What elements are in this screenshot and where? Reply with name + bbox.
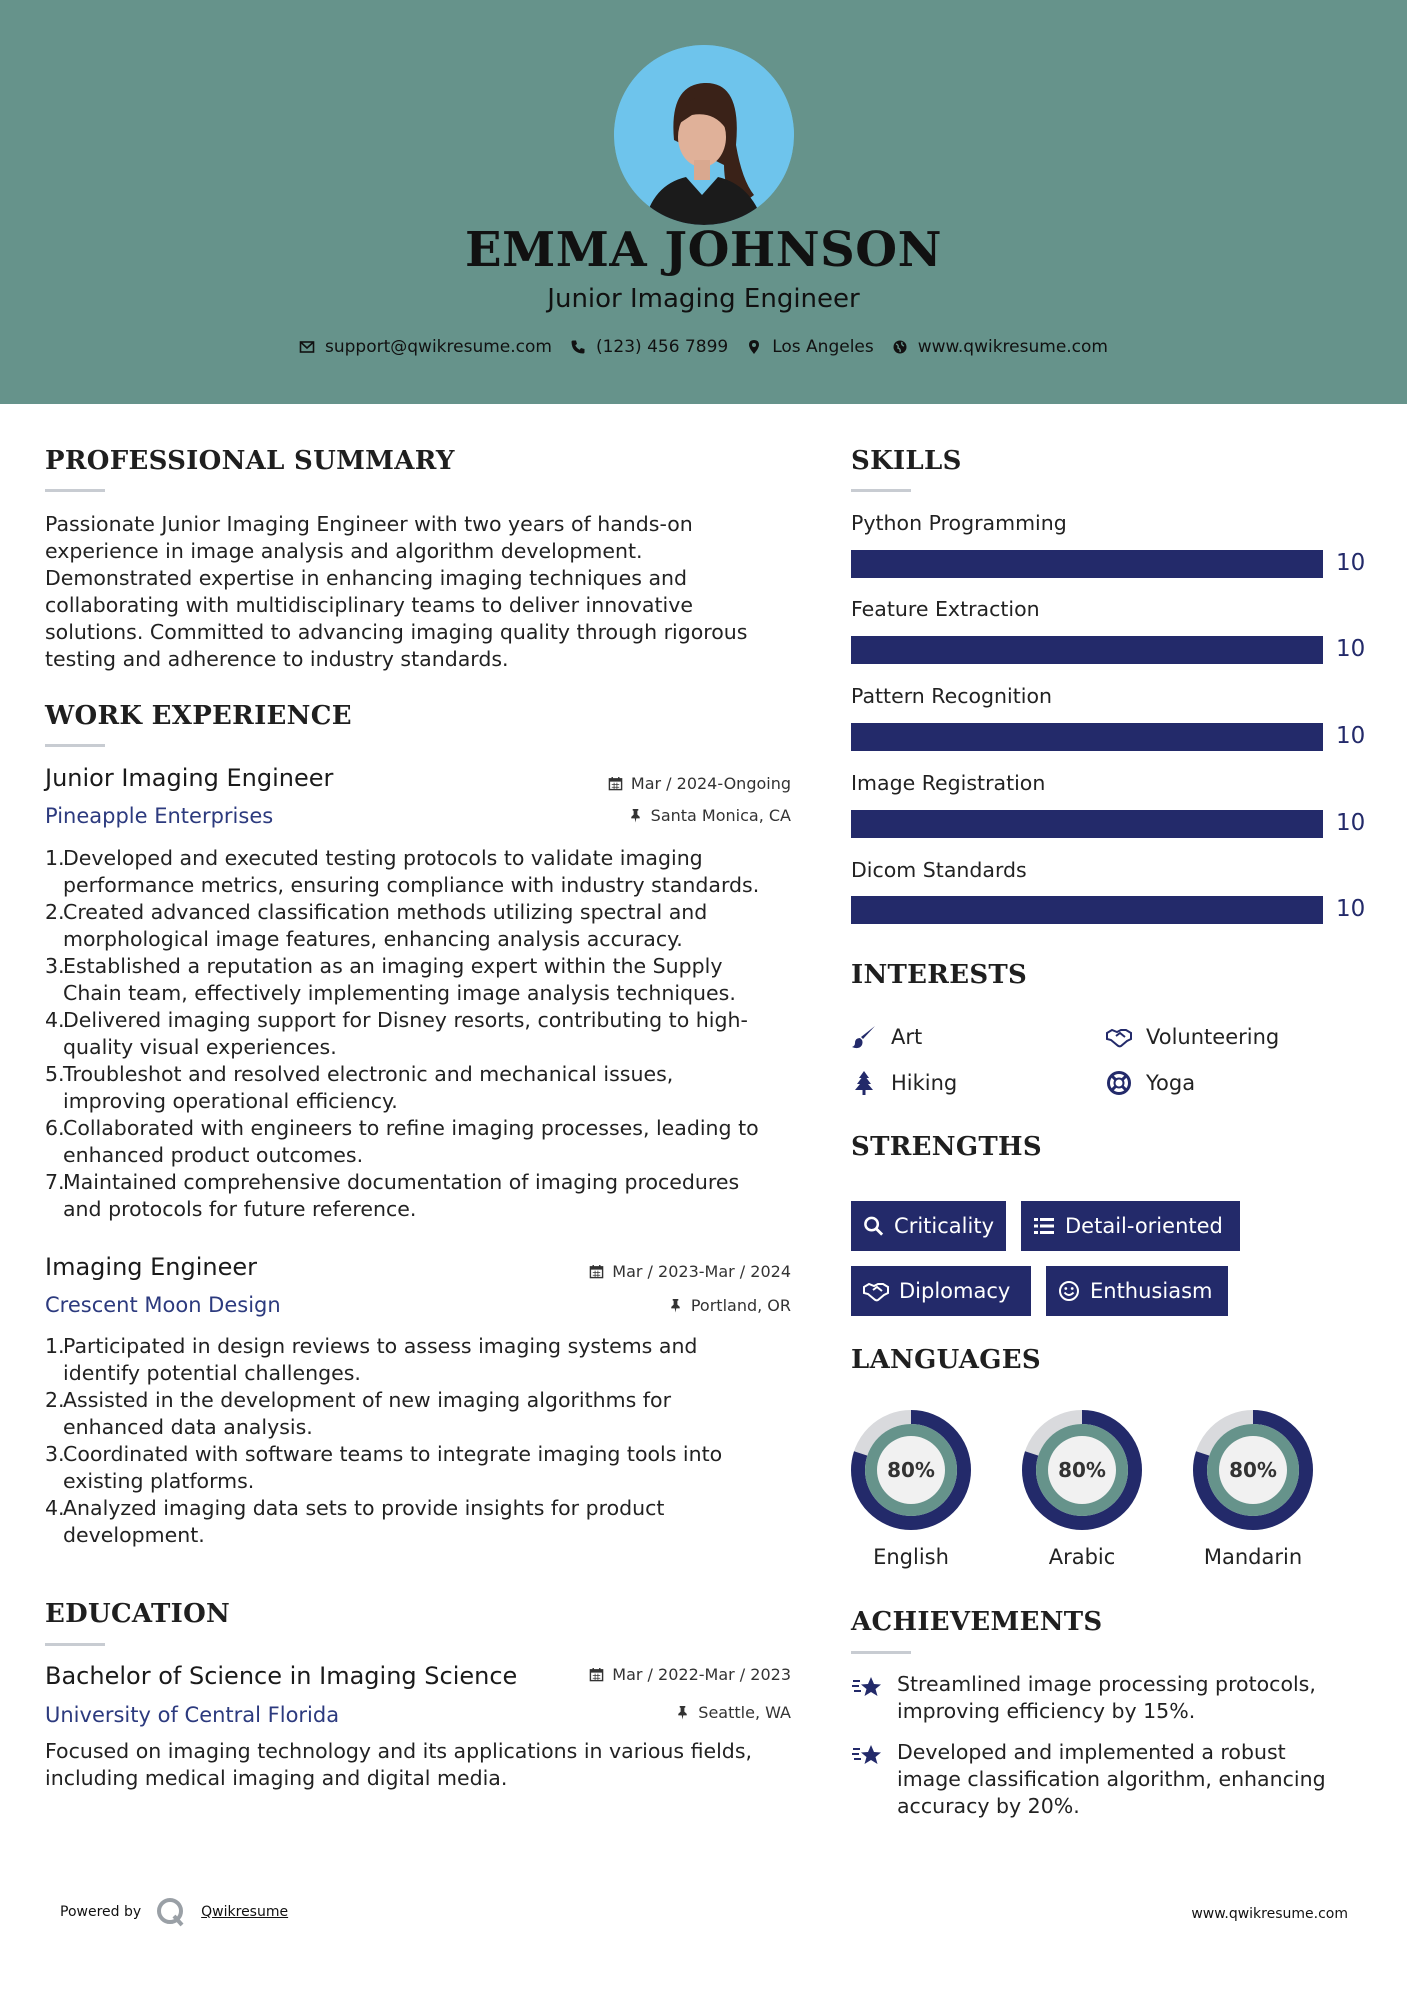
bullet-line: Delivered imaging support for Disney resorts, contributing to high- — [63, 1008, 748, 1032]
bullet-line: Assisted in the development of new imaging algorithms for — [63, 1388, 671, 1412]
contact-location — [746, 337, 874, 357]
bullet-line: Analyzed imaging data sets to provide insights for product — [63, 1496, 665, 1520]
bullet-line: morphological image features, enhancing analysis accuracy. — [63, 927, 683, 951]
skill-bar — [851, 550, 1323, 578]
skill-bar-fill — [851, 636, 1323, 664]
email-text: support@qwikresume.com — [325, 337, 552, 357]
skill-value: 10 — [1336, 896, 1366, 922]
skill-label: Pattern Recognition — [851, 684, 1052, 708]
achievements-heading: ACHIEVEMENTS — [851, 1607, 1103, 1637]
interest-item — [851, 1070, 957, 1096]
skill-value: 10 — [1336, 723, 1366, 749]
skill-bar — [851, 810, 1323, 838]
language-gauge — [1192, 1409, 1314, 1535]
skill-bar-fill — [851, 896, 1323, 924]
skill-label: Dicom Standards — [851, 858, 1027, 882]
pushpin-icon — [628, 808, 643, 823]
strength-label: Detail-oriented — [1065, 1214, 1223, 1238]
smile-icon — [1058, 1280, 1080, 1302]
language-label: Mandarin — [1203, 1545, 1303, 1569]
globe-icon — [892, 339, 908, 355]
interest-label: Volunteering — [1146, 1025, 1280, 1049]
powered-by-text: Powered by — [60, 1904, 142, 1920]
company-name: Crescent Moon Design — [45, 1293, 281, 1317]
calendar-icon — [589, 1264, 604, 1279]
person-silhouette-icon — [614, 45, 794, 225]
bullet-number: 4. — [45, 1496, 65, 1520]
phone-icon — [570, 339, 586, 355]
pushpin-icon — [668, 1298, 683, 1313]
language-ring — [1021, 1409, 1143, 1531]
map-marker-icon — [746, 339, 762, 355]
job-location — [628, 806, 791, 825]
resume-header — [0, 0, 1407, 404]
bullet-number: 4. — [45, 1008, 65, 1032]
bullet-number: 3. — [45, 1442, 65, 1466]
list-item — [45, 953, 795, 1007]
footer-website[interactable]: www.qwikresume.com — [1191, 1906, 1348, 1922]
list-icon — [1033, 1215, 1055, 1237]
star-award-icon — [851, 1739, 883, 1771]
experience-rule — [45, 744, 105, 747]
bullet-line: Coordinated with software teams to integrate imaging tools into — [63, 1442, 723, 1466]
skills-heading: SKILLS — [851, 446, 962, 476]
achievements-rule — [851, 1651, 911, 1654]
achievement-line: accuracy by 20%. — [897, 1794, 1080, 1818]
job-bullets — [45, 1333, 795, 1549]
education-dates-text: Mar / 2022-Mar / 2023 — [612, 1665, 791, 1684]
handshake-icon — [863, 1280, 889, 1302]
bullet-number: 2. — [45, 900, 65, 924]
summary-line: collaborating with multidisciplinary teams to deliver innovative — [45, 593, 693, 617]
calendar-icon — [589, 1667, 604, 1682]
strength-label: Enthusiasm — [1090, 1279, 1213, 1303]
bullet-line: enhanced product outcomes. — [63, 1143, 364, 1167]
website-text: www.qwikresume.com — [917, 337, 1108, 357]
experience-heading: WORK EXPERIENCE — [45, 701, 352, 731]
education-line: including medical imaging and digital media. — [45, 1766, 508, 1790]
bullet-line: Maintained comprehensive documentation of imaging procedures — [63, 1170, 740, 1194]
candidate-role: Junior Imaging Engineer — [547, 284, 860, 314]
location-text: Los Angeles — [772, 337, 874, 357]
skill-label: Feature Extraction — [851, 597, 1040, 621]
language-label: Arabic — [1048, 1545, 1116, 1569]
language-ring — [1192, 1409, 1314, 1531]
bullet-line: and protocols for future reference. — [63, 1197, 417, 1221]
bullet-line: enhanced data analysis. — [63, 1415, 313, 1439]
bullet-line: existing platforms. — [63, 1469, 255, 1493]
pushpin-icon — [675, 1705, 690, 1720]
bullet-number: 1. — [45, 1334, 65, 1358]
degree-title: Bachelor of Science in Imaging Science — [45, 1662, 518, 1690]
list-item — [45, 1441, 795, 1495]
skill-bar — [851, 723, 1323, 751]
strength-chip — [851, 1201, 1006, 1251]
education-line: Focused on imaging technology and its applications in various fields, — [45, 1739, 753, 1763]
job-location-text: Portland, OR — [690, 1296, 791, 1315]
bullet-line: quality visual experiences. — [63, 1035, 337, 1059]
strength-chip — [1046, 1266, 1228, 1316]
job-dates — [589, 1262, 791, 1281]
bullet-line: Chain team, effectively implementing image analysis techniques. — [63, 981, 736, 1005]
strengths-heading: STRENGTHS — [851, 1132, 1042, 1162]
brand-link[interactable]: Qwikresume — [201, 1904, 289, 1920]
skill-label: Image Registration — [851, 771, 1046, 795]
bullet-line: Developed and executed testing protocols to validate imaging — [63, 846, 703, 870]
job-location — [668, 1296, 791, 1315]
envelope-icon — [299, 339, 315, 355]
education-heading: EDUCATION — [45, 1599, 231, 1629]
achievement-item — [851, 1739, 1326, 1820]
bullet-line: improving operational efficiency. — [63, 1089, 398, 1113]
achievement-item — [851, 1671, 1316, 1725]
job-dates-text: Mar / 2023-Mar / 2024 — [612, 1262, 791, 1281]
strength-chip — [1021, 1201, 1240, 1251]
list-item — [45, 1495, 795, 1549]
bullet-line: Created advanced classification methods utilizing spectral and — [63, 900, 708, 924]
summary-line: experience in image analysis and algorithm development. — [45, 539, 643, 563]
skills-rule — [851, 489, 911, 492]
lifering-icon — [1106, 1070, 1132, 1096]
achievement-line: image classification algorithm, enhancing — [897, 1767, 1326, 1791]
list-item — [45, 1333, 795, 1387]
summary-text — [45, 511, 748, 673]
candidate-name: EMMA JOHNSON — [465, 222, 942, 278]
language-percent: 80% — [1058, 1458, 1106, 1482]
calendar-icon — [608, 776, 623, 791]
skill-value: 10 — [1336, 636, 1366, 662]
strength-chip — [851, 1266, 1031, 1316]
summary-line: Demonstrated expertise in enhancing imaging techniques and — [45, 566, 688, 590]
education-dates — [589, 1665, 791, 1684]
job-title: Junior Imaging Engineer — [45, 764, 334, 792]
list-item — [45, 845, 795, 899]
list-item — [45, 1061, 795, 1115]
contact-email[interactable] — [299, 337, 552, 357]
achievement-line: improving efficiency by 15%. — [897, 1699, 1196, 1723]
handshake-icon — [1106, 1024, 1132, 1050]
bullet-line: Collaborated with engineers to refine imaging processes, leading to — [63, 1116, 759, 1140]
qwikresume-logo-icon — [155, 1896, 187, 1928]
bullet-line: Established a reputation as an imaging expert within the Supply — [63, 954, 723, 978]
language-percent: 80% — [1229, 1458, 1277, 1482]
skill-bar — [851, 636, 1323, 664]
summary-heading: PROFESSIONAL SUMMARY — [45, 446, 455, 476]
footer-powered-by — [60, 1896, 288, 1928]
list-item — [45, 899, 795, 953]
contact-bar — [0, 337, 1407, 357]
skill-label: Python Programming — [851, 511, 1067, 535]
job-location-text: Santa Monica, CA — [650, 806, 791, 825]
bullet-number: 7. — [45, 1170, 65, 1194]
school-name: University of Central Florida — [45, 1703, 340, 1727]
skill-value: 10 — [1336, 810, 1366, 836]
bullet-line: Troubleshot and resolved electronic and mechanical issues, — [63, 1062, 674, 1086]
strength-label: Diplomacy — [899, 1279, 1011, 1303]
language-gauge — [1021, 1409, 1143, 1535]
interest-item — [1106, 1024, 1279, 1050]
phone-text: (123) 456 7899 — [595, 337, 729, 357]
interest-label: Hiking — [891, 1071, 958, 1095]
list-item — [45, 1115, 795, 1169]
job-dates-text: Mar / 2024-Ongoing — [630, 774, 791, 793]
summary-line: solutions. Committed to advancing imaging quality through rigorous — [45, 620, 748, 644]
interest-item — [851, 1024, 922, 1050]
education-location — [675, 1703, 791, 1722]
education-location-text: Seattle, WA — [698, 1703, 791, 1722]
strength-label: Criticality — [894, 1214, 994, 1238]
paintbrush-icon — [851, 1024, 877, 1050]
list-item — [45, 1169, 795, 1223]
bullet-line: Participated in design reviews to assess imaging systems and — [63, 1334, 698, 1358]
education-description — [45, 1738, 752, 1792]
achievement-line: Streamlined image processing protocols, — [897, 1672, 1316, 1696]
star-award-icon — [851, 1671, 883, 1703]
education-rule — [45, 1643, 105, 1646]
summary-line: Passionate Junior Imaging Engineer with two years of hands-on — [45, 512, 693, 536]
skill-bar — [851, 896, 1323, 924]
skill-bar-fill — [851, 550, 1323, 578]
profile-photo — [614, 45, 794, 225]
achievement-line: Developed and implemented a robust — [897, 1740, 1286, 1764]
job-title: Imaging Engineer — [45, 1253, 258, 1281]
bullet-line: development. — [63, 1523, 205, 1547]
language-percent: 80% — [887, 1458, 935, 1482]
language-ring — [850, 1409, 972, 1531]
job-bullets — [45, 845, 795, 1223]
skill-bar-fill — [851, 723, 1323, 751]
summary-line: testing and adherence to industry standards. — [45, 647, 509, 671]
company-name: Pineapple Enterprises — [45, 804, 274, 828]
bullet-number: 5. — [45, 1062, 65, 1086]
contact-website[interactable] — [892, 337, 1108, 357]
interest-item — [1106, 1070, 1195, 1096]
bullet-number: 1. — [45, 846, 65, 870]
list-item — [45, 1387, 795, 1441]
language-label: English — [873, 1545, 949, 1569]
languages-heading: LANGUAGES — [851, 1345, 1041, 1375]
bullet-number: 6. — [45, 1116, 65, 1140]
job-dates — [608, 774, 791, 793]
interests-heading: INTERESTS — [851, 960, 1028, 990]
summary-rule — [45, 489, 105, 492]
interest-label: Yoga — [1146, 1071, 1196, 1095]
bullet-number: 2. — [45, 1388, 65, 1412]
contact-phone[interactable] — [570, 337, 728, 357]
skill-value: 10 — [1336, 550, 1366, 576]
bullet-number: 3. — [45, 954, 65, 978]
bullet-line: performance metrics, ensuring compliance with industry standards. — [63, 873, 760, 897]
interest-label: Art — [891, 1025, 923, 1049]
search-icon — [863, 1215, 884, 1237]
tree-icon — [851, 1070, 877, 1096]
bullet-line: identify potential challenges. — [63, 1361, 361, 1385]
list-item — [45, 1007, 795, 1061]
language-gauge — [850, 1409, 972, 1535]
skill-bar-fill — [851, 810, 1323, 838]
